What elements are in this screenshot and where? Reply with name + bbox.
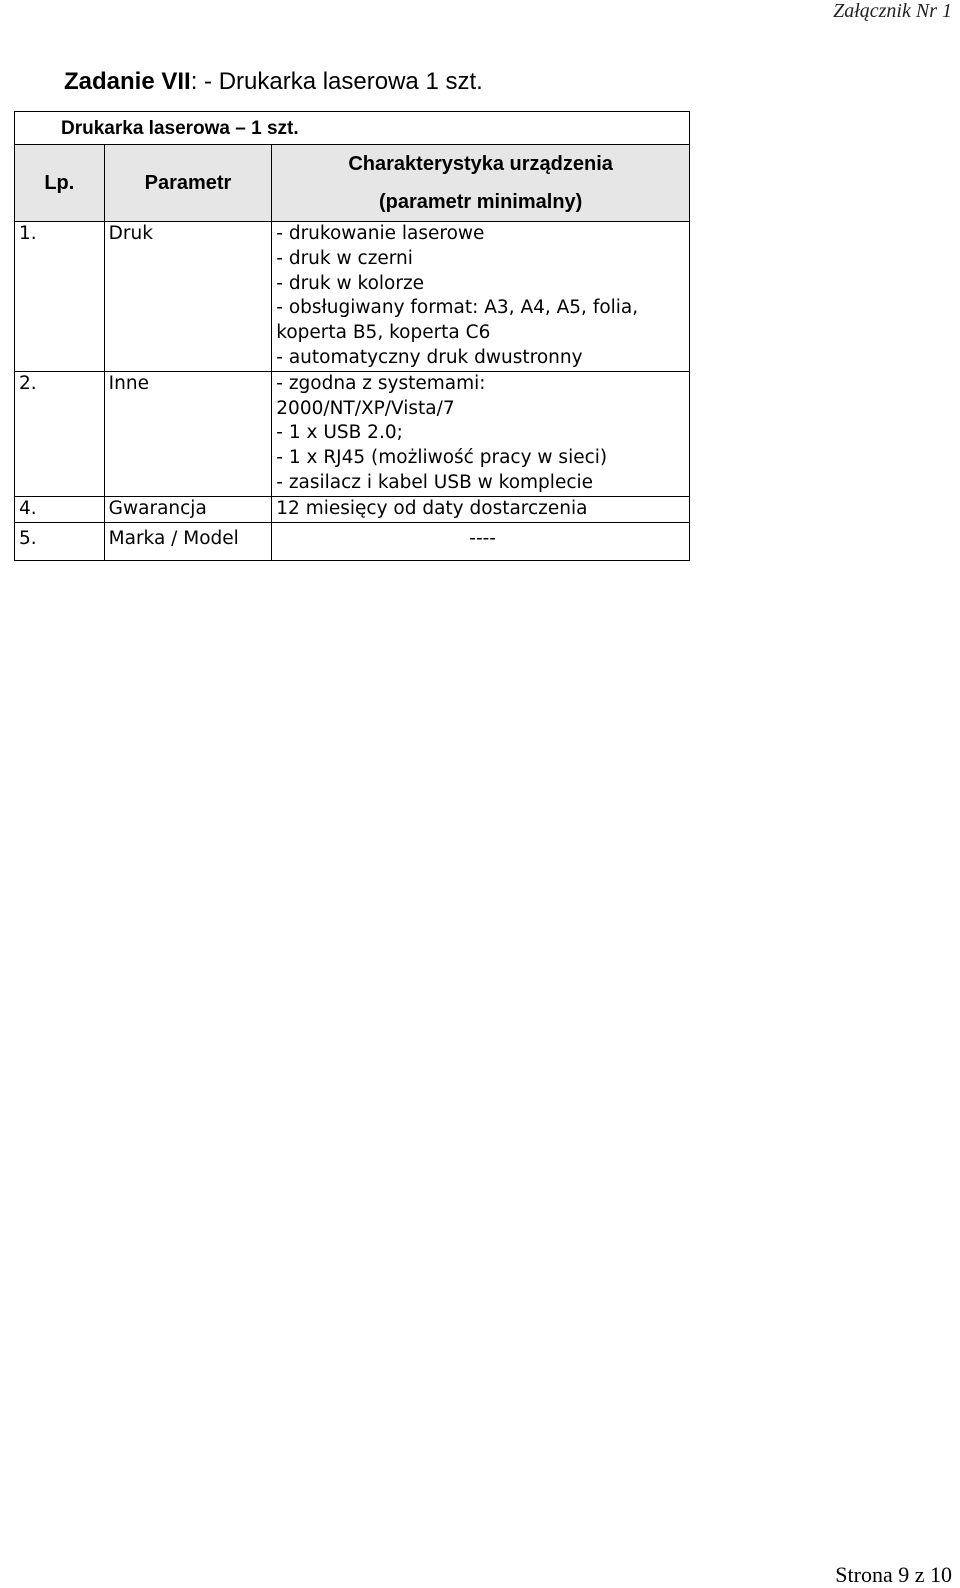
desc-line: 2000/NT/XP/Vista/7	[276, 397, 455, 419]
row-param: Inne	[104, 371, 272, 496]
spec-table	[14, 111, 690, 561]
desc-line: - druk w kolorze	[276, 272, 425, 294]
row-desc	[272, 222, 690, 372]
row-lp: 1.	[15, 222, 105, 372]
row-param: Gwarancja	[104, 496, 272, 522]
desc-line: - 1 x RJ45 (możliwość pracy w sieci)	[276, 447, 608, 469]
row-param: Druk	[104, 222, 272, 372]
desc-line: - 1 x USB 2.0;	[276, 422, 403, 444]
table-row	[15, 496, 690, 522]
table-row	[15, 222, 690, 372]
table-header-row	[15, 145, 690, 222]
header-desc-line2: (parametr minimalny)	[378, 191, 583, 213]
row-lp: 4.	[15, 496, 105, 522]
row-desc	[272, 371, 690, 496]
row-lp: 5.	[15, 522, 105, 560]
table-row	[15, 522, 690, 560]
desc-line: - obsługiwany format: A3, A4, A5, folia,	[276, 297, 639, 319]
header-desc-line1: Charakterystyka urządzenia	[348, 153, 613, 175]
task-title	[64, 68, 483, 96]
desc-line: - zgodna z systemami:	[276, 372, 486, 394]
desc-line: 12 miesięcy od daty dostarczenia	[276, 497, 588, 519]
page-number: Strona 9 z 10	[835, 1562, 952, 1587]
table-caption: Drukarka laserowa – 1 szt.	[15, 112, 690, 145]
row-desc	[272, 496, 690, 522]
table-caption-row	[15, 112, 690, 145]
header-param: Parametr	[104, 145, 272, 222]
desc-line: - druk w czerni	[276, 247, 413, 269]
desc-line: - automatyczny druk dwustronny	[276, 346, 583, 368]
desc-line: koperta B5, koperta C6	[276, 322, 491, 344]
header-desc	[272, 145, 690, 222]
row-desc: ----	[272, 522, 690, 560]
header-lp: Lp.	[15, 145, 105, 222]
row-lp: 2.	[15, 371, 105, 496]
annex-label: Załącznik Nr 1	[833, 0, 952, 22]
table-row	[15, 371, 690, 496]
task-title-number: Zadanie VII	[64, 68, 191, 95]
task-title-rest: : - Drukarka laserowa 1 szt.	[190, 68, 483, 95]
desc-line: - zasilacz i kabel USB w komplecie	[276, 471, 594, 493]
row-param: Marka / Model	[104, 522, 272, 560]
desc-line: - drukowanie laserowe	[276, 223, 485, 244]
